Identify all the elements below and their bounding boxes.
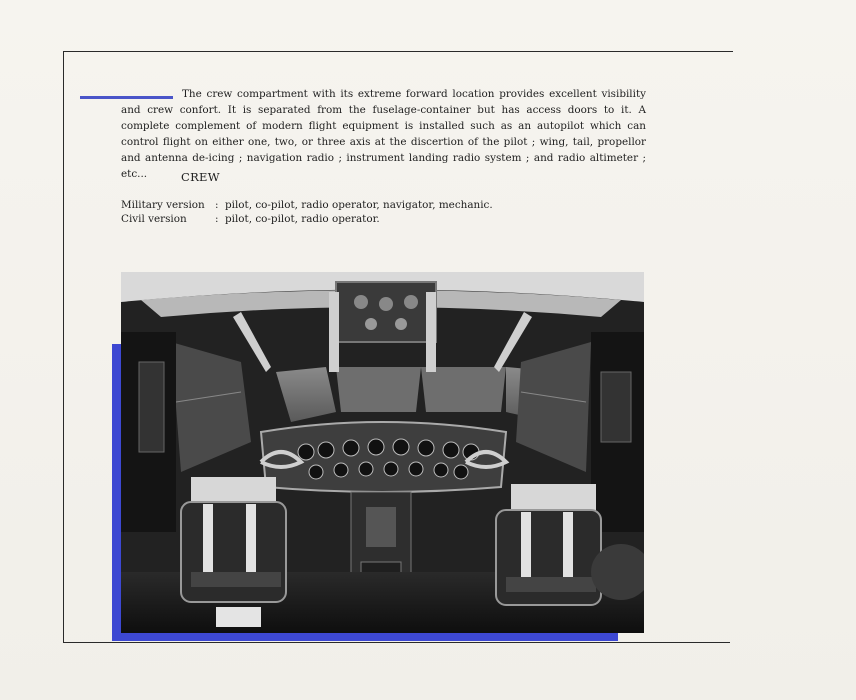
cockpit-illustration [121, 272, 644, 633]
crew-separator: : [215, 199, 219, 211]
frame-bottom-rule [63, 642, 730, 643]
crew-list [121, 198, 493, 226]
crew-label: Civil version [121, 213, 187, 225]
crew-heading: CREW [181, 170, 220, 184]
crew-value: pilot, co-pilot, radio operator, navigator, mechanic. [225, 199, 493, 211]
frame-top-rule [63, 51, 733, 52]
crew-label: Military version [121, 199, 205, 211]
crew-separator: : [215, 213, 219, 225]
copilot-seat [496, 484, 601, 605]
cockpit-photo [121, 272, 644, 633]
intro-paragraph: The crew compartment with its extreme forward location provides excellent visibility and crew confort. It is separated from the fuselage-container but has access doors to it. A complete complement of modern flight equipment is installed such as an autopilot which can control flight on either one, two, or three axis at the discertion of the pilot ; wing, tail, propellor and antenna de-icing ; navigation radio ; instrument landing radio system ; and radio altimeter ; etc... [121, 88, 646, 180]
frame-left-rule [63, 51, 64, 643]
crew-row-civil [121, 212, 493, 226]
crew-row-military [121, 198, 493, 212]
crew-value: pilot, co-pilot, radio operator. [225, 213, 380, 225]
